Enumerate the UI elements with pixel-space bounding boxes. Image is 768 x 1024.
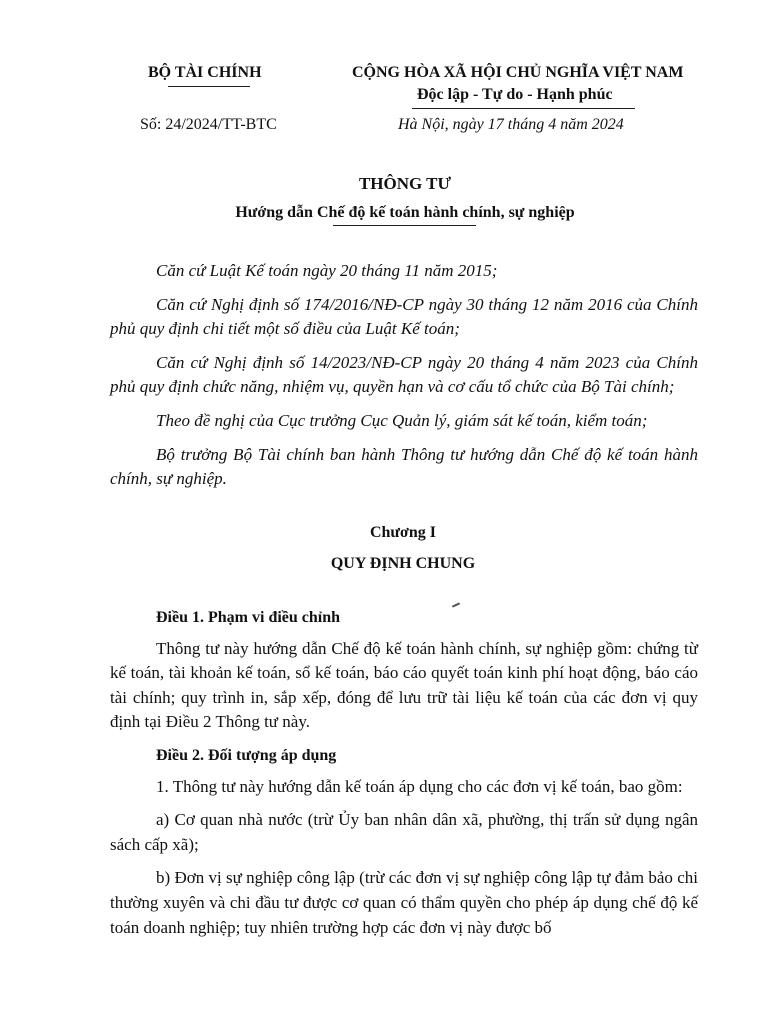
document-title: THÔNG TƯ: [358, 174, 452, 193]
preamble: [110, 259, 698, 501]
article-1-heading: Điều 1. Phạm vi điều chỉnh: [156, 609, 341, 626]
preamble-paragraph: Căn cứ Nghị định số 14/2023/NĐ-CP ngày 20 tháng 4 năm 2023 của Chính phủ quy định chức năng, nhiệm vụ, quyền hạn và cơ cấu tổ chức của Bộ Tài chính;: [110, 352, 698, 397]
articles: [110, 606, 698, 949]
document-subtitle: Hướng dẫn Chế độ kế toán hành chính, sự nghiệp: [235, 204, 575, 221]
preamble-paragraph: Căn cứ Luật Kế toán ngày 20 tháng 11 năm 2015;: [156, 261, 498, 280]
preamble-paragraph: Theo đề nghị của Cục trưởng Cục Quản lý, giám sát kế toán, kiểm toán;: [156, 410, 648, 430]
motto-underline: [412, 108, 635, 109]
chapter-title: QUY ĐỊNH CHUNG: [330, 555, 476, 572]
article-2-heading: Điều 2. Đối tượng áp dụng: [156, 746, 337, 764]
preamble-paragraph: Căn cứ Nghị định số 174/2016/NĐ-CP ngày 30 tháng 12 năm 2016 của Chính phủ quy định chi tiết một số điều của Luật Kế toán;: [110, 294, 698, 339]
chapter-number: Chương I: [369, 524, 437, 541]
national-motto: Độc lập - Tự do - Hạnh phúc: [417, 86, 613, 103]
preamble-paragraph: Bộ trưởng Bộ Tài chính ban hành Thông tư hướng dẫn Chế độ kế toán hành chính, sự nghiệp.: [110, 444, 698, 489]
article-2-clause-1: 1. Thông tư này hướng dẫn kế toán áp dụng cho các đơn vị kế toán, bao gồm:: [156, 776, 683, 796]
place-date: Hà Nội, ngày 17 tháng 4 năm 2024: [398, 116, 624, 133]
article-2-point-b: b) Đơn vị sự nghiệp công lập (trừ các đơn vị sự nghiệp công lập tự đảm bảo chi thường xuyên và chi đầu tư được cơ quan có thẩm quyền cho phép áp dụng chế độ kế toán doanh nghiệp; tuy nhiên trường hợp các đơn vị này được bố: [110, 868, 698, 937]
article-1-text: Thông tư này hướng dẫn Chế độ kế toán hành chính, sự nghiệp gồm: chứng từ kế toán, tài khoản kế toán, sổ kế toán, báo cáo quyết toán kinh phí hoạt động, báo cáo tài chính; quy trình in, sắp xếp, đóng để lưu trữ tài liệu kế toán của các đơn vị quy định tại Điều 2 Thông tư này.: [110, 638, 698, 732]
issuing-agency: BỘ TÀI CHÍNH: [148, 64, 262, 81]
national-title: CỘNG HÒA XÃ HỘI CHỦ NGHĨA VIỆT NAM: [352, 64, 684, 81]
article-2-point-a: a) Cơ quan nhà nước (trừ Ủy ban nhân dân xã, phường, thị trấn sử dụng ngân sách cấp xã);: [110, 810, 698, 854]
subtitle-underline: [333, 225, 476, 226]
agency-underline: [168, 86, 250, 87]
document-number: Số: 24/2024/TT-BTC: [140, 116, 277, 133]
